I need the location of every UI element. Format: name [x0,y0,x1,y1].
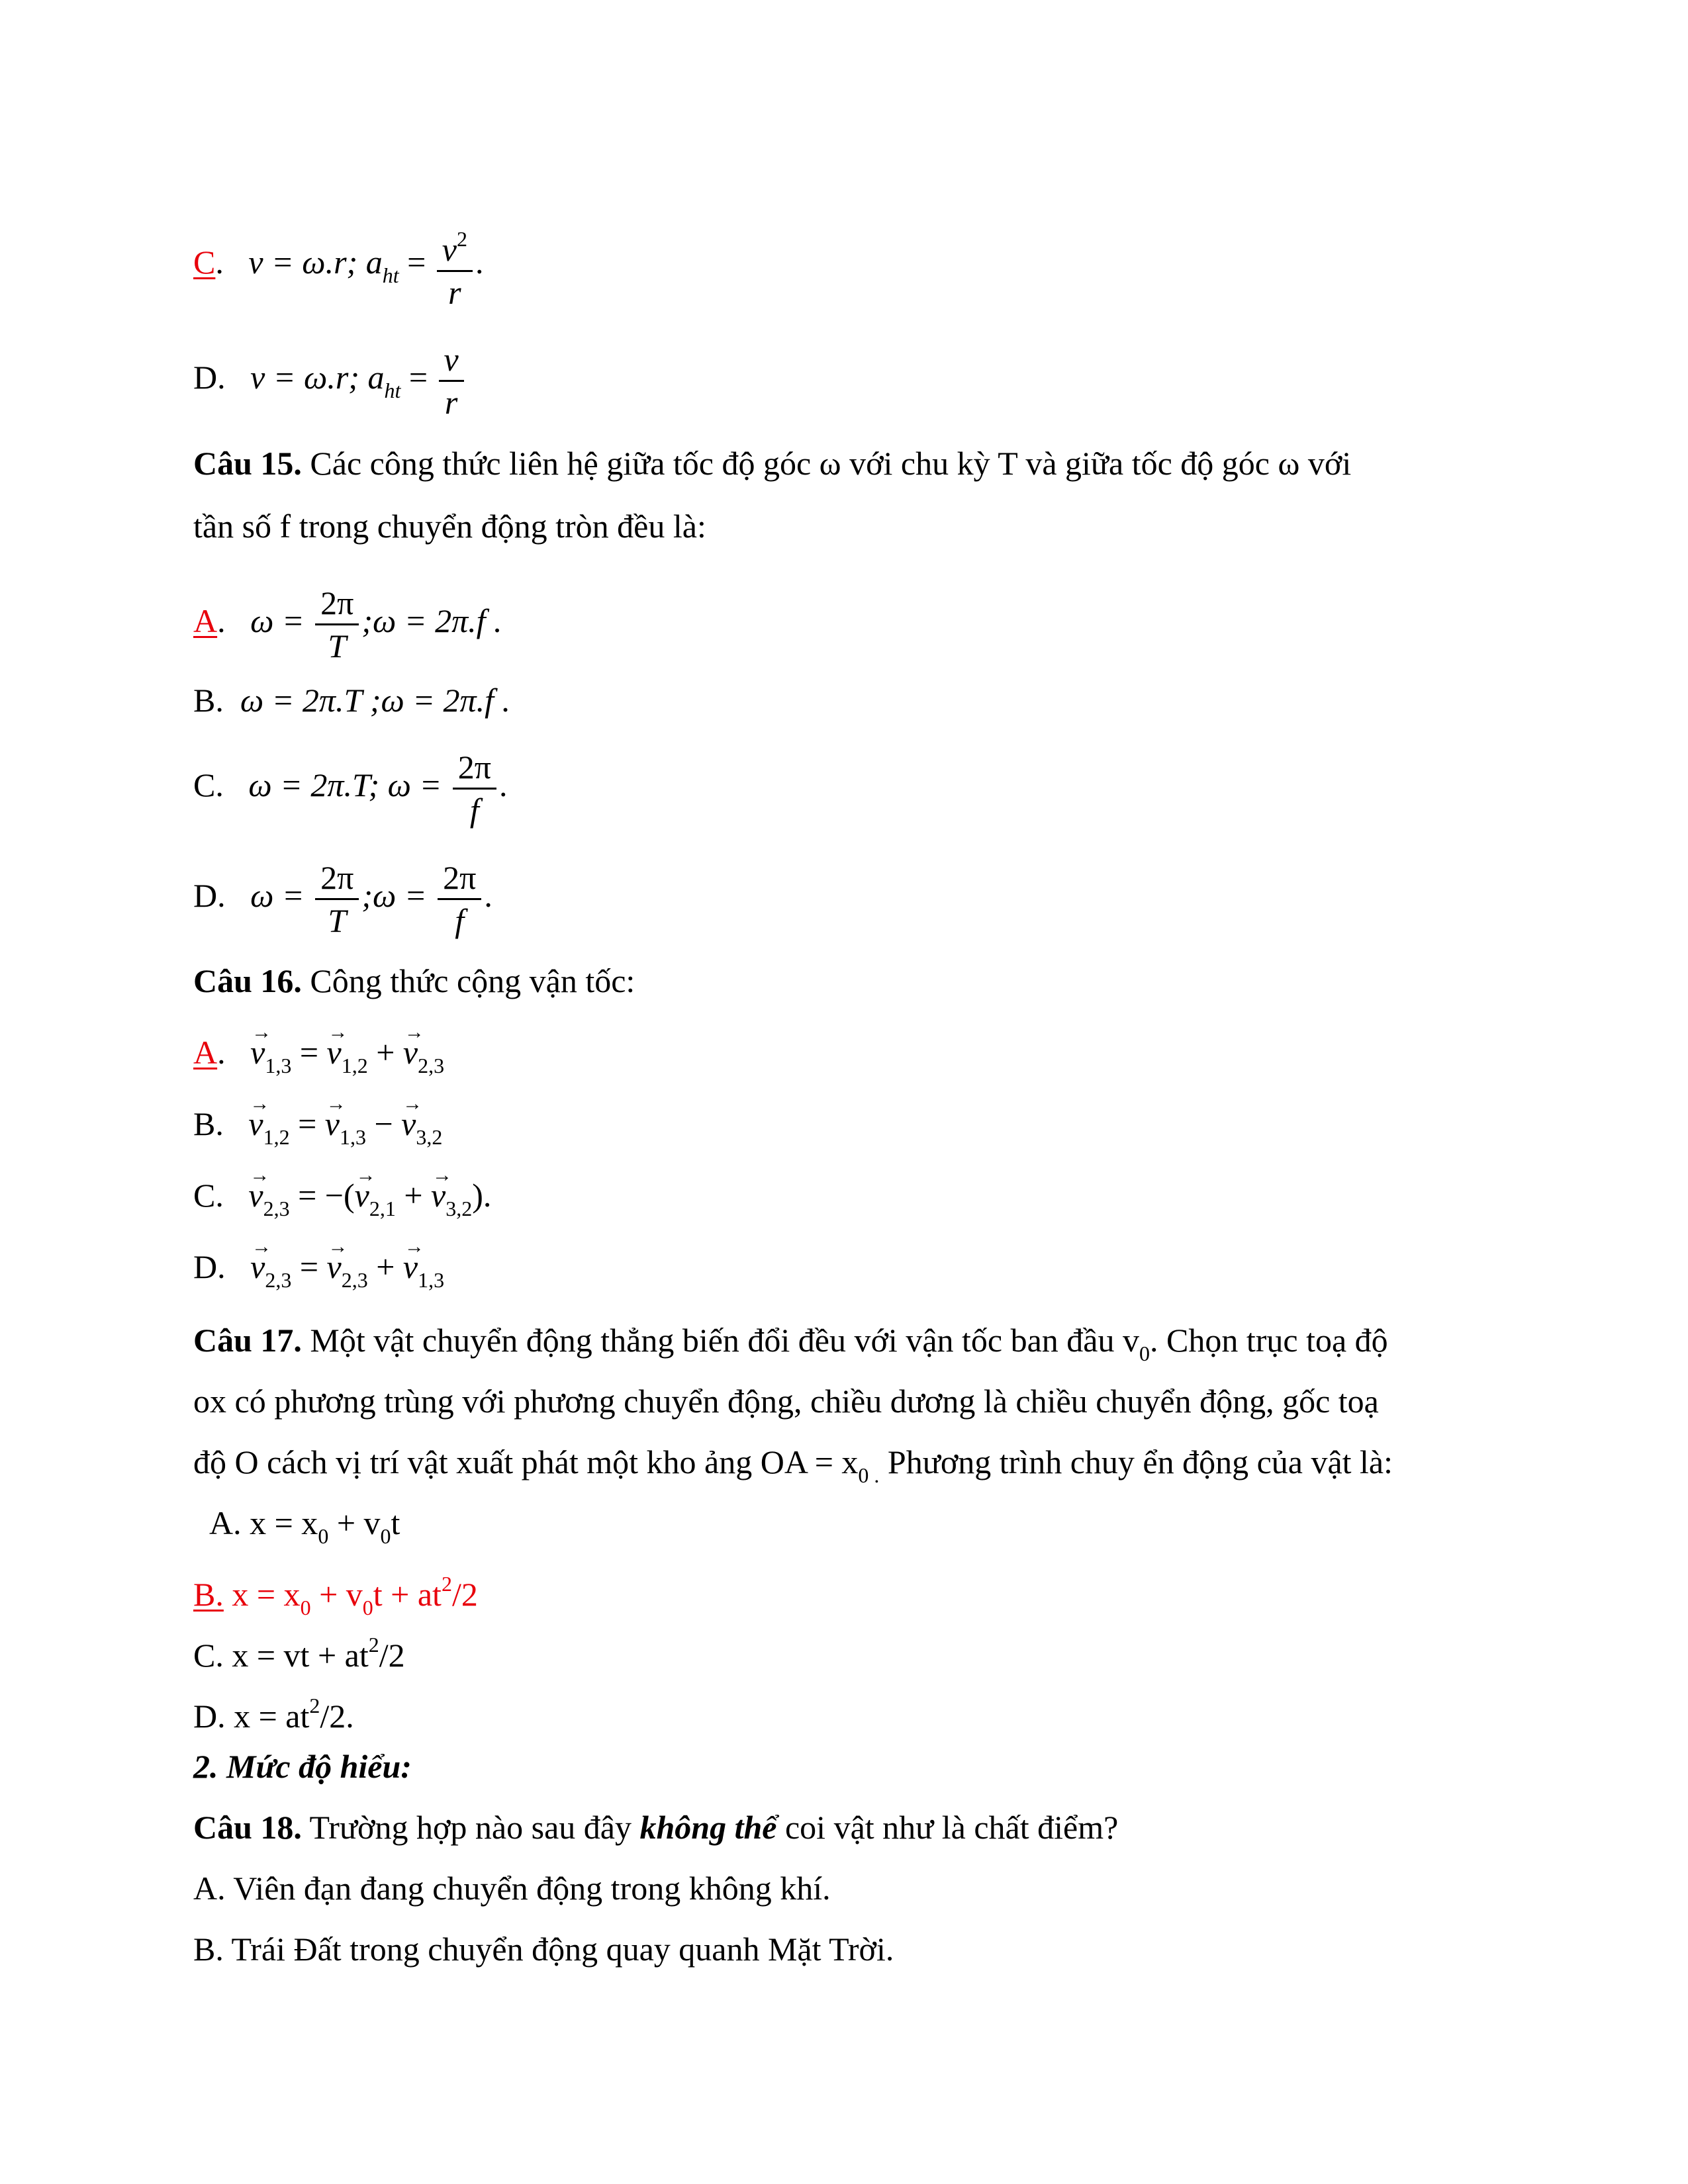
q16-option-d [193,1247,444,1300]
q14-d-formula: v = ω.r; a [250,358,385,396]
q16-a-s3: 2,3 [418,1054,445,1077]
q16-c-v1: → v [248,1175,263,1215]
q17-a-sub2: 0 [380,1524,391,1548]
q14-d-fraction [439,339,464,423]
q16-a-v3: → v [403,1032,418,1072]
q17-option-b-label: B. [193,1576,224,1613]
q18-question [193,1807,1118,1847]
q17-c-text: C. x = vt + at [193,1637,369,1674]
q16-a-v1: → v [250,1032,265,1072]
q17-b-sub2: 0 [362,1596,373,1619]
q16-d-plus: + [367,1248,403,1285]
q17-b-end: /2 [451,1576,478,1613]
q17-b-sup: 2 [441,1572,452,1596]
q15-d-mid: ;ω = [361,876,427,914]
q14-d-eq: = [400,358,428,396]
q17-b-mid2: t + at [373,1576,442,1613]
q17-option-c [193,1625,405,1675]
q14-c-formula: v = ω.r; a [248,243,383,281]
q16-b-v1: → v [248,1104,263,1144]
q14-c-den: r [448,274,461,311]
q14-d-sub: ht [384,378,401,402]
q15-d-num1: 2π [315,857,359,900]
q17-option-d [193,1686,354,1736]
q16-b-s2: 1,3 [339,1125,366,1149]
q15-d-den2: f [455,902,465,939]
q16-option-c [193,1175,491,1228]
q17-d-end: /2. [320,1698,354,1735]
q16-c-s2: 2,1 [369,1197,396,1220]
q15-d-den1: T [328,902,347,939]
q15-number: Câu 15. [193,445,302,482]
q16-c-s3: 3,2 [445,1197,473,1220]
q15-option-d-label: D. [193,876,226,914]
q15-c-post: . [498,766,508,803]
q17-option-a [209,1503,400,1556]
q15-text1: Các công thức liên hệ giữa tốc độ góc ω với chu kỳ T và giữa tốc độ góc ω với [301,445,1352,482]
q16-option-b-label: B. [193,1105,224,1142]
q16-option-b [193,1104,442,1157]
q16-option-a-label: A [193,1034,218,1071]
q16-b-minus: − [365,1105,402,1142]
q14-c-fraction [437,218,473,313]
q15-option-b [193,680,510,720]
q16-c-v3: → v [431,1175,445,1215]
q17-a-text: A. x = x [209,1504,318,1541]
q16-a-s2: 1,2 [341,1054,368,1077]
q16-b-s3: 3,2 [416,1125,443,1149]
q14-c-eq: = [399,243,426,281]
q16-d-v2: → v [327,1247,342,1287]
q15-d-post: . [484,876,492,914]
q16-b-s1: 1,2 [263,1125,290,1149]
q17-question-line1 [193,1320,1388,1373]
q15-d-fraction2 [438,857,481,941]
q14-c-sup: 2 [457,227,467,251]
q15-a-fraction [315,582,359,666]
q15-option-b-label: B. [193,682,224,719]
q15-option-c [193,747,507,831]
q18-text-emph: không thể [639,1809,777,1846]
q17-number: Câu 17. [193,1322,302,1359]
q17-a-mid: + v [328,1504,381,1541]
q16-a-eq: = [291,1034,327,1071]
q16-d-s3: 1,3 [418,1268,445,1292]
q17-text1-sub: 0 [1139,1342,1150,1365]
q15-option-d [193,857,492,941]
q16-option-c-label: C. [193,1177,224,1214]
q15-b-formula: ω = 2π.T ;ω = 2π.f . [240,682,510,719]
q15-a-den: T [328,627,347,664]
q16-a-s1: 1,3 [265,1054,292,1077]
q14-c-end: . [475,243,484,281]
q15-question-line1 [193,443,1351,483]
q16-d-s1: 2,3 [265,1268,292,1292]
q16-a-v2: → v [327,1032,342,1072]
q18-text-pre: Trường hợp nào sau đây [301,1809,640,1846]
q15-question-line2 [193,506,706,546]
q14-c-sub: ht [382,263,399,287]
q17-text3: độ O cách vị trí vật xuất phát một kho ảng OA = x [193,1443,859,1480]
q17-d-sup: 2 [309,1694,320,1717]
q15-d-pre: ω = [250,876,305,914]
q17-question-line3 [193,1442,1393,1495]
q16-c-neg-open: = −( [289,1177,355,1214]
q14-d-num: v [439,339,464,382]
q16-text: Công thức cộng vận tốc: [301,962,635,999]
q15-a-pre: ω = [250,602,305,639]
q18-option-b: B. Trái Đất trong chuyển động quay quanh Mặt Trời. [193,1931,894,1968]
q16-c-v2: → v [355,1175,369,1215]
q18-option-a: A. Viên đạn đang chuyển động trong không khí. [193,1870,831,1907]
q17-a-sub: 0 [318,1524,329,1548]
q15-a-post: ;ω = 2π.f . [361,602,502,639]
q15-option-c-label: C. [193,766,224,803]
q15-text2: tần số f trong chuyển động tròn đều là: [193,508,706,545]
q17-b-text: x = x [223,1576,301,1613]
q17-c-sup: 2 [368,1633,379,1657]
q18-number: Câu 18. [193,1809,302,1846]
q16-d-s2: 2,3 [341,1268,368,1292]
q16-a-plus: + [367,1034,403,1071]
q15-d-num2: 2π [438,857,481,900]
q15-c-num: 2π [453,747,496,790]
q17-a-end: t [391,1504,400,1541]
q17-b-mid: + v [310,1576,363,1613]
q14-option-d [193,339,467,423]
section-heading: 2. Mức độ hiểu: [193,1748,412,1785]
q17-text1: Một vật chuyển động thẳng biến đổi đều với vận tốc ban đầu v [301,1322,1139,1359]
q16-d-eq: = [291,1248,327,1285]
q17-text2: ox có phương trùng với phương chuyển động, chiều dương là chiều chuyển động, gốc toạ [193,1383,1379,1420]
q16-b-v3: → v [401,1104,416,1144]
q14-option-c: C. v = ω.r; $a_{ht}$ = $\frac{v^2}{r}$ . [193,218,484,313]
q17-b-sub: 0 [300,1596,311,1619]
q17-text3-sub: 0 . [858,1463,880,1487]
q14-option-c-label: C [193,243,216,281]
q17-c-end: /2 [379,1637,405,1674]
q15-d-fraction1 [315,857,359,941]
q17-question-line2 [193,1381,1379,1421]
q14-option-d-label: D. [193,358,226,396]
q16-c-s1: 2,3 [263,1197,290,1220]
q16-b-v2: → v [325,1104,340,1144]
q17-d-text: D. x = at [193,1698,310,1735]
q16-option-d-label: D. [193,1248,226,1285]
q15-a-num: 2π [315,582,359,625]
q16-question [193,961,635,1001]
q15-option-a-label: A [193,602,218,639]
q16-option-a: A. → $v_{1,3}$ = → $v_{1,2}$ + → $v_{2,3}$ [193,1032,444,1085]
q16-c-plus: + [395,1177,432,1214]
q16-b-eq: = [289,1105,325,1142]
q15-c-fraction [453,747,496,831]
q17-option-b [193,1564,478,1627]
q15-c-den: f [469,792,479,829]
q14-c-num: v [442,231,457,268]
q16-number: Câu 16. [193,962,302,999]
q14-d-den: r [444,384,458,421]
q16-d-v3: → v [403,1247,418,1287]
q18-text-post: coi vật như là chất điểm? [776,1809,1119,1846]
q15-option-a: A. ω = $\frac{2\pi}{T}$ ;ω = 2π.f . [193,582,502,666]
q17-text1-end: . Chọn trục toạ độ [1150,1322,1388,1359]
q16-d-v1: → v [250,1247,265,1287]
q16-c-close: ). [472,1177,492,1214]
q15-c-pre: ω = 2π.T; ω = [248,766,442,803]
q17-text3-end: Phương trình chuy ển động của vật là: [879,1443,1393,1480]
